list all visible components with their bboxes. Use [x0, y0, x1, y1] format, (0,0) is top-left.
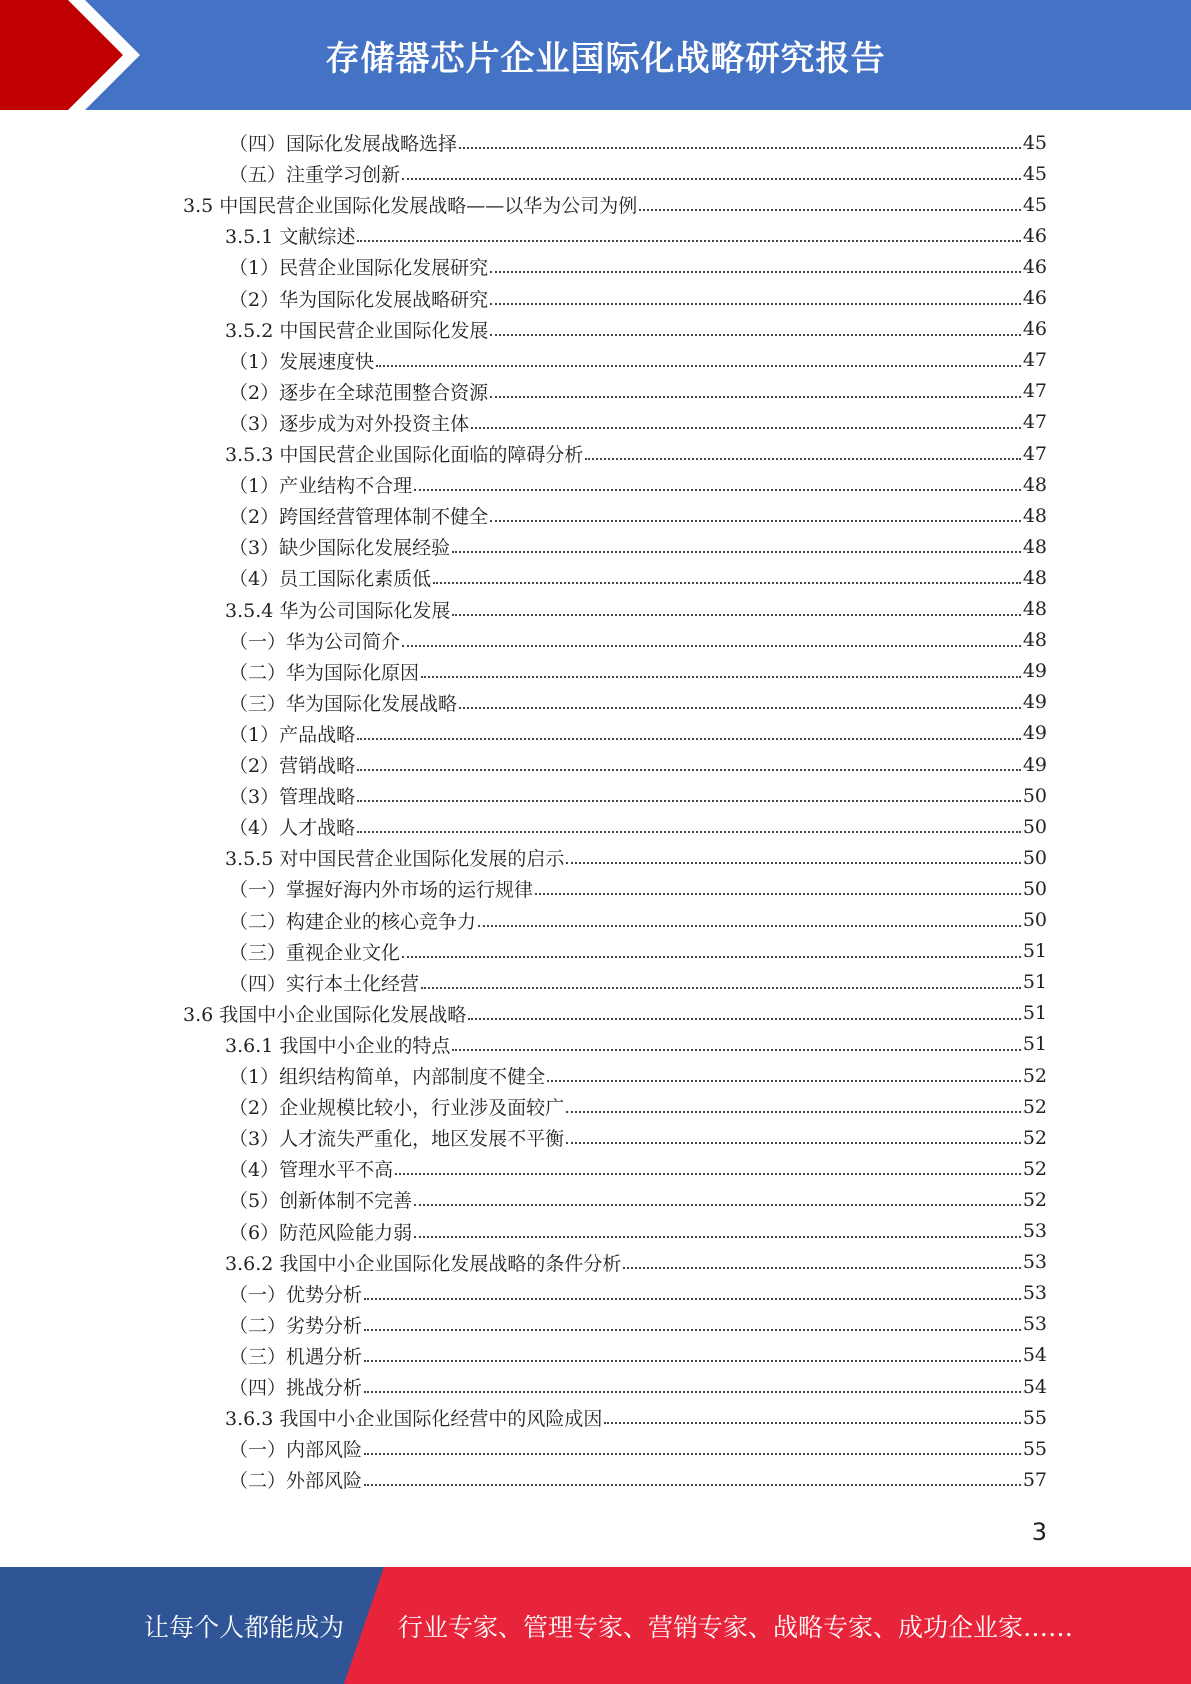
toc-leader-dots — [395, 1159, 1021, 1178]
toc-entry[interactable] — [229, 656, 1047, 687]
toc-entry[interactable] — [229, 1153, 1047, 1184]
toc-entry-title: 3.5.1 文献综述 — [225, 226, 356, 249]
toc-entry-page: 46 — [1022, 255, 1047, 278]
toc-entry-title: （一）优势分析 — [229, 1283, 363, 1306]
toc-entry-title: （二）构建企业的核心竞争力 — [229, 910, 477, 933]
toc-entry[interactable] — [225, 220, 1047, 251]
toc-entry-title: （2）跨国经营管理体制不健全 — [229, 506, 489, 529]
toc-leader-dots — [364, 1377, 1021, 1396]
toc-leader-dots — [357, 724, 1021, 743]
toc-entry-title: （四）挑战分析 — [229, 1377, 363, 1399]
toc-entry-page: 48 — [1022, 566, 1047, 589]
toc-entry-title: 3.6.1 我国中小企业的特点 — [225, 1034, 451, 1057]
toc-entry-title: （四）实行本土化经营 — [229, 972, 420, 995]
toc-entry[interactable] — [229, 345, 1047, 376]
toc-leader-dots — [364, 1315, 1021, 1334]
toc-entry[interactable] — [229, 1464, 1047, 1495]
toc-entry[interactable] — [183, 998, 1047, 1029]
toc-entry[interactable] — [229, 967, 1047, 998]
document-title: 存储器芯片企业国际化战略研究报告 — [325, 38, 886, 79]
toc-leader-dots — [490, 257, 1021, 276]
toc-entry-page: 52 — [1022, 1126, 1047, 1149]
toc-entry-title: （3）管理战略 — [229, 786, 356, 809]
toc-leader-dots — [639, 195, 1021, 214]
toc-entry[interactable] — [229, 1122, 1047, 1153]
toc-leader-dots — [566, 1097, 1021, 1116]
toc-leader-dots — [566, 848, 1020, 867]
toc-entry[interactable] — [229, 1060, 1047, 1091]
footer-slogan-left: 让每个人都能成为 — [144, 1612, 345, 1642]
toc-entry-title: （4）人才战略 — [229, 817, 356, 840]
toc-entry-page: 50 — [1022, 784, 1047, 807]
toc-entry[interactable] — [229, 407, 1047, 438]
toc-leader-dots — [364, 1346, 1021, 1365]
toc-entry[interactable] — [225, 842, 1047, 873]
toc-leader-dots — [459, 693, 1021, 712]
toc-leader-dots — [357, 226, 1020, 245]
toc-leader-dots — [535, 879, 1021, 898]
toc-entry-page: 47 — [1022, 380, 1047, 403]
toc-entry-title: 3.5 中国民营企业国际化发展战略——以华为公司为例 — [183, 195, 638, 218]
toc-entry-title: 3.5.3 中国民营企业国际化面临的障碍分析 — [225, 444, 584, 466]
toc-entry-title: （1）发展速度快 — [229, 350, 375, 373]
toc-leader-dots — [471, 413, 1021, 432]
toc-entry[interactable] — [229, 283, 1047, 314]
toc-entry-title: （1）民营企业国际化发展研究 — [229, 257, 489, 280]
toc-entry[interactable] — [229, 749, 1047, 780]
toc-entry-page: 50 — [1022, 909, 1047, 931]
toc-entry[interactable] — [229, 811, 1047, 842]
toc-entry[interactable] — [229, 1433, 1047, 1464]
toc-entry[interactable] — [229, 1216, 1047, 1247]
toc-entry[interactable] — [229, 127, 1047, 158]
toc-entry-title: （3）逐步成为对外投资主体 — [229, 412, 470, 435]
toc-entry-title: （一）内部风险 — [229, 1439, 363, 1462]
toc-entry-title: （2）华为国际化发展战略研究 — [229, 288, 489, 311]
toc-leader-dots — [459, 133, 1021, 152]
toc-entry-title: 3.6.3 我国中小企业国际化经营中的风险成因 — [225, 1408, 603, 1431]
toc-leader-dots — [402, 942, 1021, 961]
toc-entry[interactable] — [225, 314, 1047, 345]
toc-leader-dots — [566, 1128, 1021, 1147]
toc-entry[interactable] — [225, 1029, 1047, 1060]
toc-entry-page: 48 — [1022, 535, 1047, 558]
toc-entry-page: 57 — [1022, 1468, 1047, 1491]
toc-leader-dots — [414, 1190, 1021, 1209]
toc-entry-page: 47 — [1022, 411, 1047, 434]
toc-entry-title: （4）员工国际化素质低 — [229, 568, 432, 591]
toc-leader-dots — [421, 662, 1021, 681]
toc-entry-title: （五）注重学习创新 — [229, 164, 401, 187]
toc-entry-page: 47 — [1022, 349, 1047, 372]
footer-slogan-right: 行业专家、管理专家、营销专家、战略专家、成功企业家…… — [398, 1612, 1074, 1642]
toc-entry-title: （4）管理水平不高 — [229, 1159, 394, 1182]
toc-entry-title: （二）外部风险 — [229, 1470, 363, 1493]
toc-entry-title: （一）掌握好海内外市场的运行规律 — [229, 879, 534, 902]
toc-entry-title: （3）缺少国际化发展经验 — [229, 537, 451, 560]
toc-leader-dots — [478, 911, 1021, 930]
toc-entry-page: 51 — [1022, 940, 1047, 963]
toc-entry-page: 53 — [1022, 1220, 1047, 1242]
toc-entry-page: 51 — [1022, 1002, 1047, 1025]
toc-entry-page: 54 — [1022, 1375, 1047, 1398]
page-number: 3 — [1031, 1518, 1047, 1546]
toc-entry[interactable] — [229, 1091, 1047, 1122]
toc-leader-dots — [357, 817, 1021, 836]
toc-entry[interactable] — [229, 158, 1047, 189]
toc-entry-title: 3.5.4 华为公司国际化发展 — [225, 599, 451, 622]
toc-entry-title: （三）机遇分析 — [229, 1345, 363, 1368]
toc-leader-dots — [452, 1035, 1020, 1054]
toc-entry[interactable] — [225, 1402, 1047, 1433]
toc-leader-dots — [357, 786, 1021, 805]
toc-entry[interactable] — [229, 1340, 1047, 1371]
toc-entry[interactable] — [229, 625, 1047, 656]
toc-entry-title: （5）创新体制不完善 — [229, 1190, 413, 1213]
toc-entry-title: （1）产品战略 — [229, 723, 356, 746]
toc-entry-page: 52 — [1022, 1188, 1047, 1211]
toc-entry-page: 45 — [1022, 162, 1047, 185]
toc-entry-page: 49 — [1022, 753, 1047, 776]
toc-leader-dots — [452, 537, 1021, 556]
toc-entry-title: 3.6.2 我国中小企业国际化发展战略的条件分析 — [225, 1252, 622, 1275]
toc-entry-title: （1）组织结构简单，内部制度不健全 — [229, 1066, 546, 1088]
toc-leader-dots — [547, 1066, 1021, 1085]
toc-entry[interactable] — [229, 873, 1047, 904]
toc-entry-page: 47 — [1022, 442, 1047, 465]
toc-leader-dots — [490, 320, 1020, 339]
toc-entry-page: 50 — [1022, 846, 1047, 869]
toc-entry-page: 46 — [1022, 287, 1047, 309]
toc-entry[interactable] — [229, 718, 1047, 749]
toc-entry-page: 53 — [1022, 1251, 1047, 1274]
toc-entry-title: （四）国际化发展战略选择 — [229, 133, 458, 155]
toc-leader-dots — [604, 1408, 1020, 1427]
toc-leader-dots — [402, 164, 1021, 183]
toc-leader-dots — [623, 1253, 1020, 1272]
page-footer — [0, 1567, 1191, 1684]
toc-entry-page: 45 — [1022, 131, 1047, 154]
toc-entry[interactable] — [229, 905, 1047, 936]
toc-leader-dots — [364, 1284, 1021, 1303]
toc-leader-dots — [414, 1222, 1021, 1241]
toc-leader-dots — [402, 631, 1021, 650]
toc-entry[interactable] — [229, 469, 1047, 500]
toc-entry[interactable] — [225, 438, 1047, 469]
toc-entry-page: 51 — [1022, 1033, 1047, 1056]
toc-entry[interactable] — [229, 251, 1047, 282]
toc-entry[interactable] — [229, 500, 1047, 531]
toc-entry-page: 49 — [1022, 660, 1047, 683]
toc-leader-dots — [433, 568, 1021, 587]
toc-leader-dots — [490, 506, 1021, 525]
toc-entry-title: 3.5.2 中国民营企业国际化发展 — [225, 319, 489, 342]
toc-entry-page: 49 — [1022, 722, 1047, 745]
toc-entry-title: 3.6 我国中小企业国际化发展战略 — [183, 1003, 467, 1026]
toc-entry-page: 45 — [1022, 193, 1047, 216]
toc-entry-title: （二）华为国际化原因 — [229, 661, 420, 684]
toc-leader-dots — [490, 382, 1021, 401]
toc-entry[interactable] — [229, 1184, 1047, 1215]
toc-entry-page: 53 — [1022, 1313, 1047, 1336]
toc-entry-page: 50 — [1022, 877, 1047, 900]
toc-entry[interactable] — [229, 376, 1047, 407]
toc-entry[interactable] — [229, 531, 1047, 562]
toc-entry-page: 52 — [1022, 1095, 1047, 1118]
toc-entry-title: （三）华为国际化发展战略 — [229, 692, 458, 715]
toc-leader-dots — [468, 1004, 1021, 1023]
toc-entry-page: 48 — [1022, 504, 1047, 527]
toc-entry-title: （一）华为公司简介 — [229, 630, 401, 653]
toc-entry-title: （6）防范风险能力弱 — [229, 1221, 413, 1244]
toc-leader-dots — [452, 600, 1020, 619]
page-header — [0, 0, 1191, 110]
toc-entry[interactable] — [229, 780, 1047, 811]
toc-leader-dots — [414, 475, 1021, 494]
toc-entry-page: 49 — [1022, 691, 1047, 714]
toc-entry-page: 55 — [1022, 1437, 1047, 1460]
toc-entry[interactable] — [225, 594, 1047, 625]
toc-entry-title: （二）劣势分析 — [229, 1314, 363, 1337]
toc-leader-dots — [421, 973, 1021, 992]
toc-entry-page: 52 — [1022, 1157, 1047, 1180]
toc-entry[interactable] — [229, 936, 1047, 967]
toc-entry-page: 55 — [1022, 1406, 1047, 1429]
toc-leader-dots — [364, 1439, 1021, 1458]
toc-entry-page: 50 — [1022, 815, 1047, 838]
toc-entry-page: 52 — [1022, 1064, 1047, 1087]
toc-entry-page: 54 — [1022, 1344, 1047, 1367]
toc-entry-title: （1）产业结构不合理 — [229, 475, 413, 498]
toc-entry-page: 46 — [1022, 224, 1047, 247]
toc-entry[interactable] — [225, 1247, 1047, 1278]
toc-entry[interactable] — [229, 562, 1047, 593]
toc-leader-dots — [357, 755, 1021, 774]
toc-entry-title: （三）重视企业文化 — [229, 941, 401, 964]
toc-entry[interactable] — [183, 189, 1047, 220]
toc-entry-title: （2）营销战略 — [229, 755, 356, 777]
toc-entry-page: 48 — [1022, 598, 1047, 620]
toc-entry[interactable] — [229, 687, 1047, 718]
toc-entry-page: 48 — [1022, 473, 1047, 496]
toc-entry[interactable] — [229, 1309, 1047, 1340]
toc-leader-dots — [585, 444, 1020, 463]
toc-entry-title: （2）企业规模比较小，行业涉及面较广 — [229, 1097, 565, 1120]
toc-entry[interactable] — [229, 1278, 1047, 1309]
toc-entry-page: 48 — [1022, 629, 1047, 652]
toc-entry-page: 46 — [1022, 318, 1047, 341]
toc-leader-dots — [490, 289, 1021, 308]
toc-leader-dots — [364, 1470, 1021, 1489]
toc-entry[interactable] — [229, 1371, 1047, 1402]
toc-entry-title: 3.5.5 对中国民营企业国际化发展的启示 — [225, 848, 565, 871]
toc-leader-dots — [376, 351, 1021, 370]
toc-entry-title: （2）逐步在全球范围整合资源 — [229, 381, 489, 404]
toc-entry-page: 53 — [1022, 1282, 1047, 1305]
toc-entry-page: 51 — [1022, 971, 1047, 994]
toc-entry-title: （3）人才流失严重化，地区发展不平衡 — [229, 1128, 565, 1151]
